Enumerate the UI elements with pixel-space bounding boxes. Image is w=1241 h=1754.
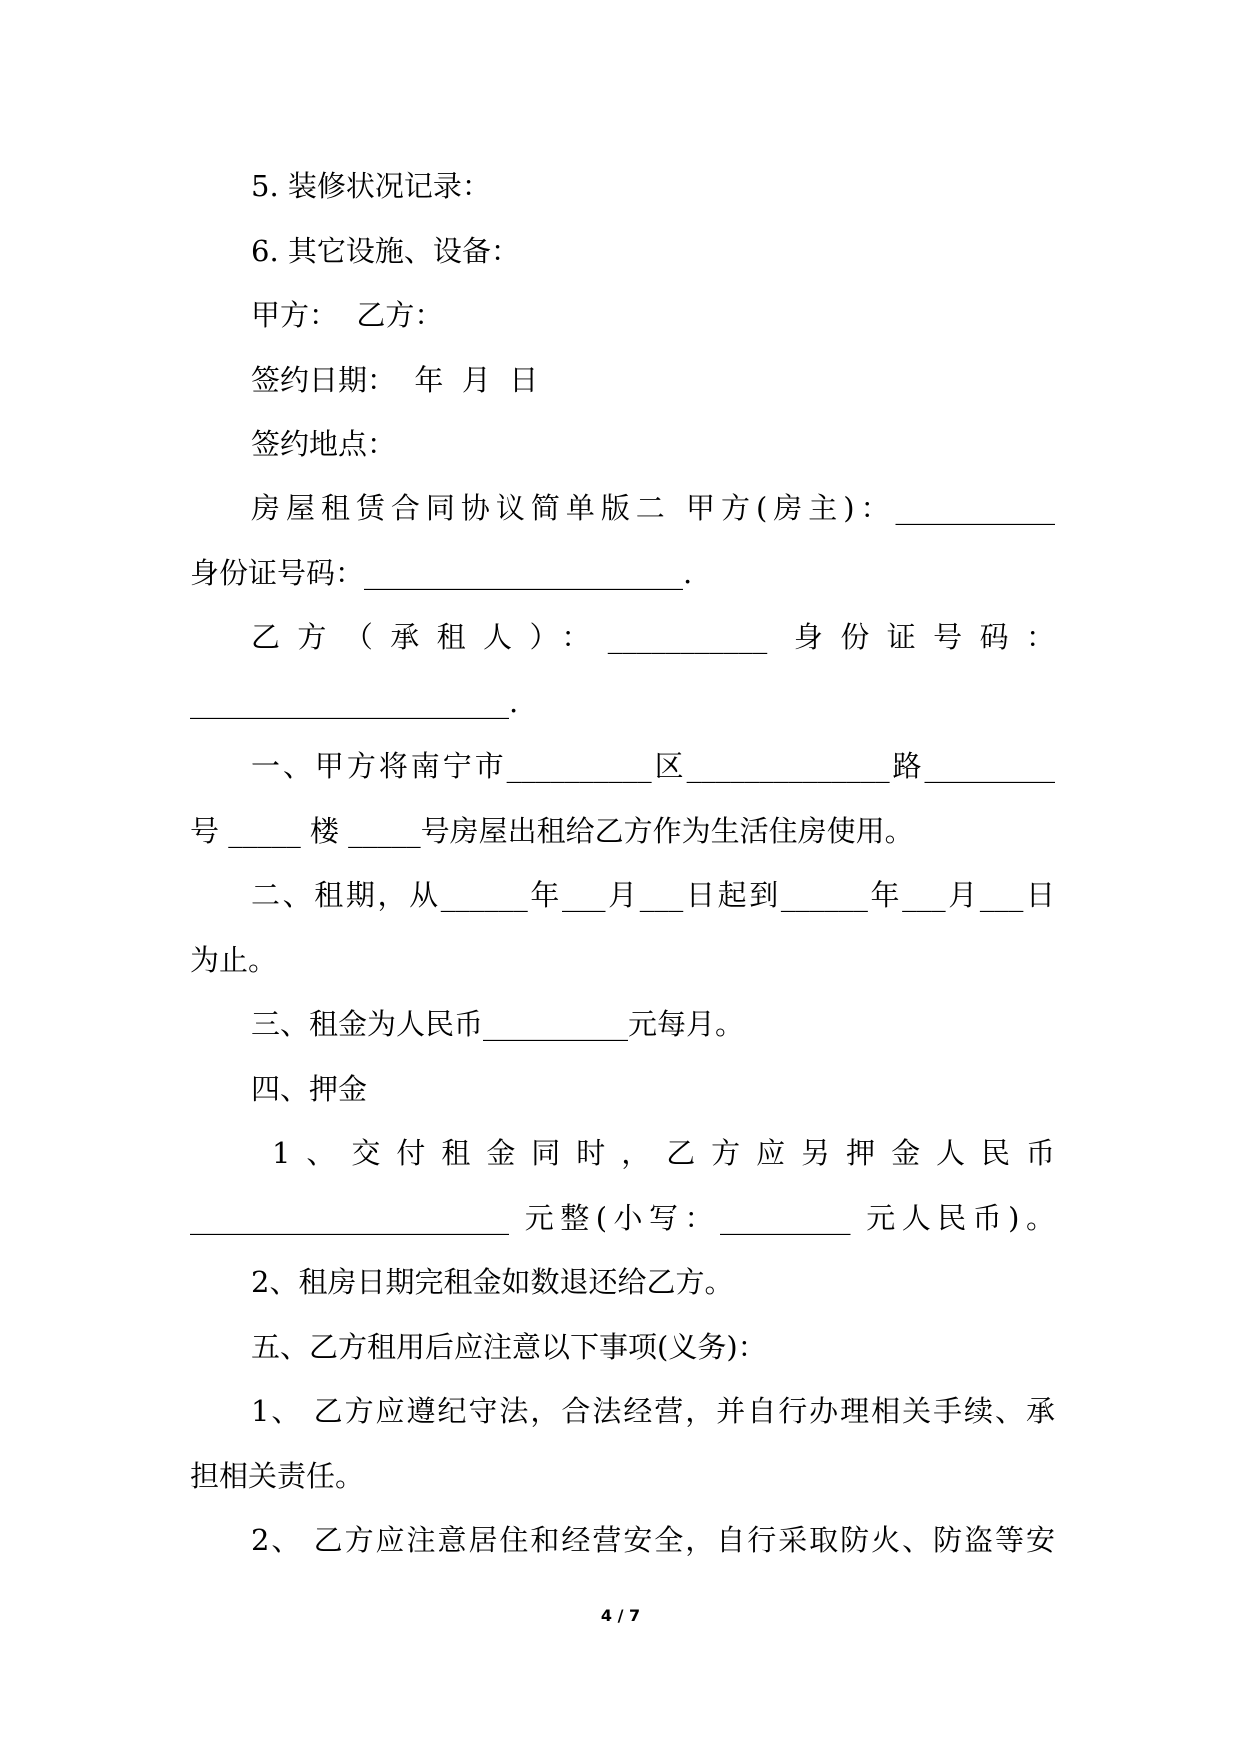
page-number: 4 / 7 (600, 1606, 641, 1625)
item-6-other-facilities: 6. 其它设施、设备： (251, 234, 520, 268)
clause-1-continued: 号 _____ 楼 _____号房屋出租给乙方作为生活住房使用。 (190, 814, 914, 848)
clause-1-address: 一、甲方将南宁市__________区______________路_________ (251, 749, 1055, 783)
clause-5-item-2: 2、 乙方应注意居住和经营安全，自行采取防火、防盗等安 (251, 1523, 1055, 1557)
clause-5-heading: 五、乙方租用后应注意以下事项(义务)： (251, 1330, 767, 1364)
signing-place: 签约地点： (251, 427, 397, 461)
clause-4-item-1: 1、交付租金同时，乙方应另押金人民币 (272, 1136, 1055, 1170)
clause-4-item-1-continued: ______________________ 元整(小写：_________ 元人民币)。 (190, 1201, 1055, 1235)
clause-3-rent: 三、租金为人民币__________元每月。 (251, 1007, 745, 1041)
party-signatures: 甲方： 乙方： (251, 298, 444, 332)
clause-5-item-1: 1、 乙方应遵纪守法，合法经营，并自行办理相关手续、承 (251, 1394, 1055, 1428)
signing-date: 签约日期： 年 月 日 (251, 363, 539, 397)
item-5-decoration-record: 5. 装修状况记录： (251, 169, 491, 203)
party-a-id-number: 身份证号码：______________________. (190, 556, 693, 590)
contract-title-party-a: 房屋租赁合同协议简单版二 甲方(房主)：___________ (251, 491, 1055, 525)
clause-2-term: 二、租期，从______年___月___日起到______年___月___日 (251, 878, 1055, 912)
party-b-id-blank: ______________________. (190, 685, 519, 719)
clause-4-deposit-heading: 四、押金 (251, 1072, 368, 1106)
clause-5-item-1-continued: 担相关责任。 (190, 1459, 365, 1493)
clause-2-continued: 为止。 (190, 943, 278, 977)
clause-4-item-2: 2、租房日期完租金如数退还给乙方。 (251, 1265, 734, 1299)
party-b-line: 乙方（承租人）：___________ 身份证号码： (251, 620, 1055, 654)
